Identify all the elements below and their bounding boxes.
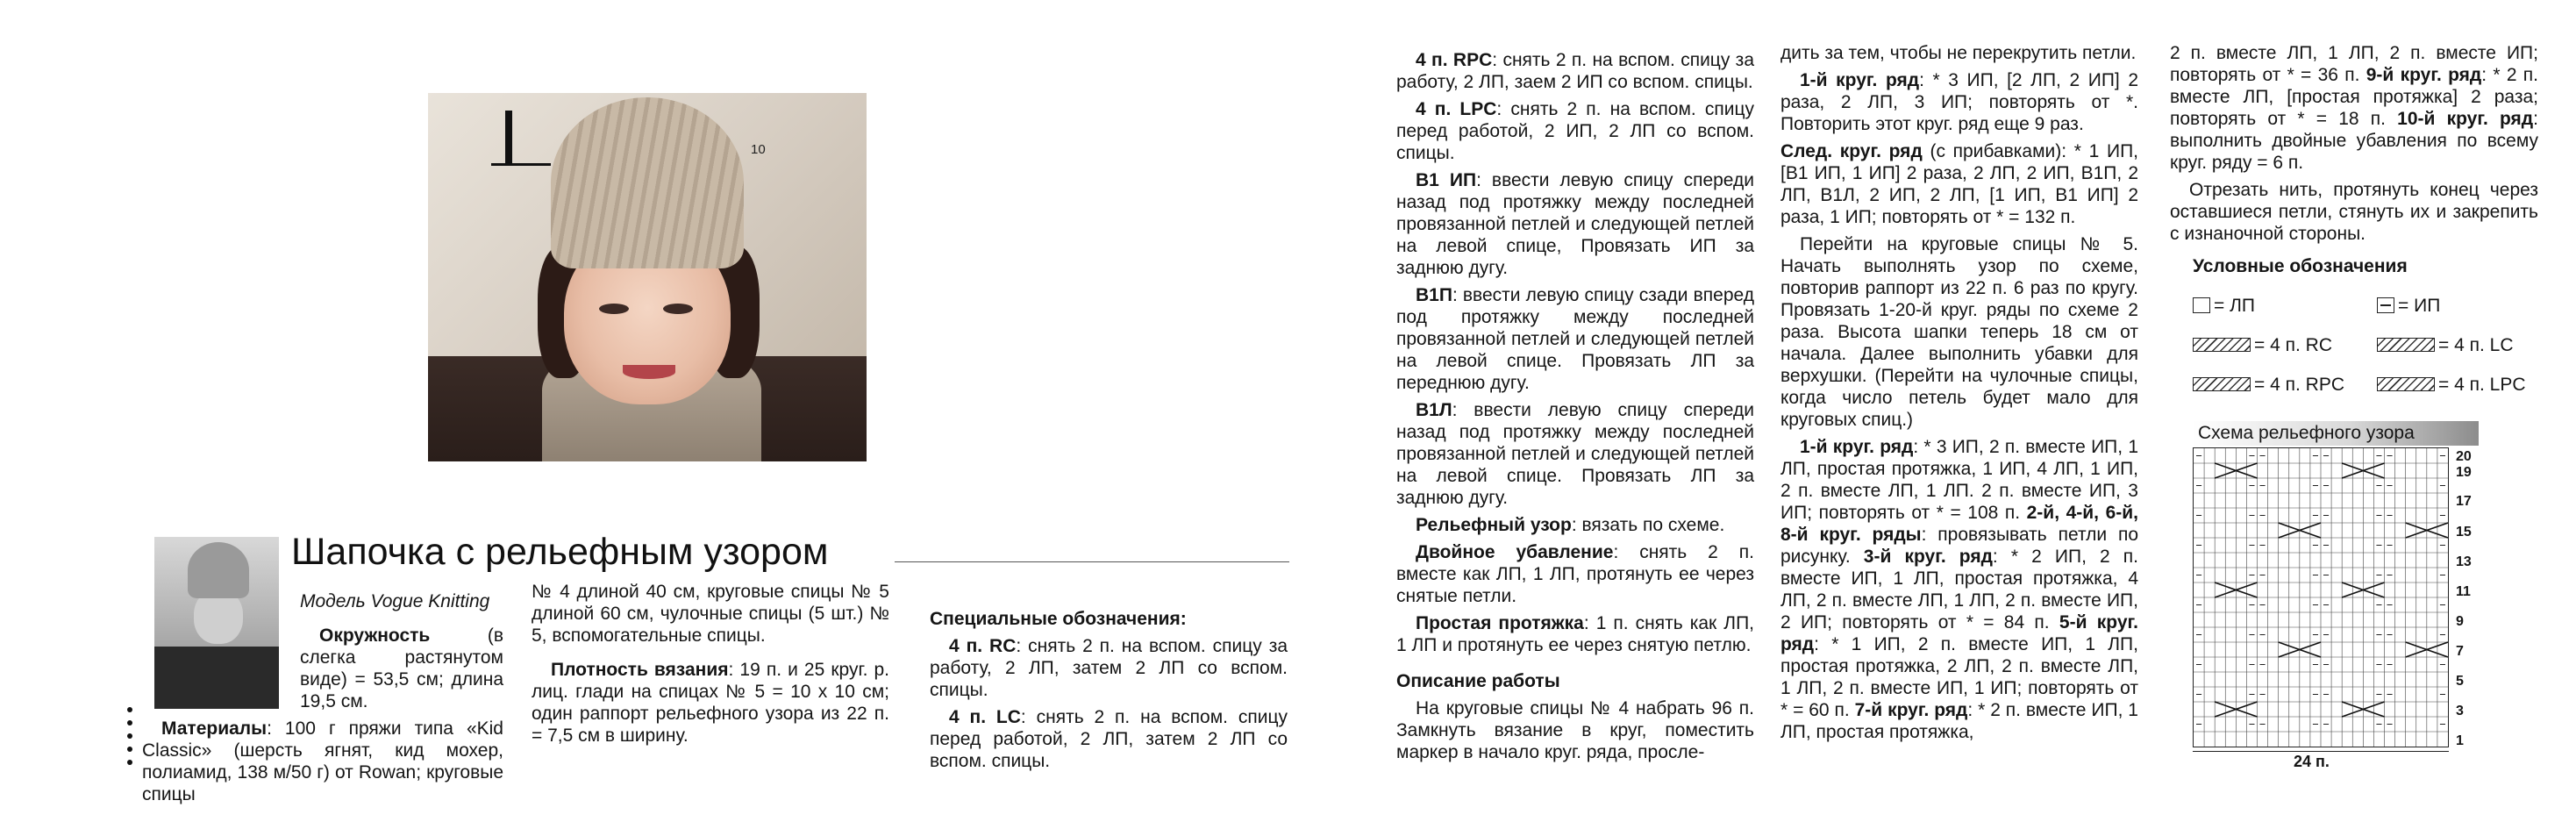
rc-paragraph: 4 п. RC: снять 2 п. на вспом. спицу за работу, 2 ЛП, затем 2 ЛП со вспом. спицы. [930,636,1288,700]
stitch-count-line [2193,751,2449,752]
stitch-chart [2193,447,2449,747]
finish-paragraph: Отрезать нить, протянуть конец через оставшиеся петли, стянуть их и закрепить с изнаночной стороны. [2170,180,2538,244]
section-marker [505,111,512,165]
chart-row-number: 3 [2456,704,2464,718]
round1-paragraph: 1-й круг. ряд: * 3 ИП, [2 ЛП, 2 ИП] 2 раза, 2 ЛП, 3 ИП; повторять от *. Повторить этот круг. ряд еще 9 раз. [1780,70,2138,134]
next-round-paragraph: След. круг. ряд (с прибавками): * 1 ИП, [В1 ИП, 1 ИП] 2 раза, 2 ЛП, 2 ИП, В1П, 2 ЛП, В1Л, 2 ИП, 2 ЛП, [1 ИП, В1 ИП] 2 раза, 1 ИП; повторять от * = 132 п. [1780,141,2138,227]
column-4 [1396,49,1754,768]
lpc-cable-icon [2377,377,2435,391]
page-title: Шапочка с рельефным узором [291,531,829,573]
chart-row-number: 20 [2456,449,2472,464]
relief-paragraph: Рельефный узор: вязать по схеме. [1416,515,1725,535]
margin-dots [127,707,132,773]
purl-symbol-icon [2377,297,2394,313]
size-paragraph: Окружность (в слегка растянутом виде) = 53,5 см; длина 19,5 см. [300,625,503,711]
materials-paragraph: Материалы: 100 г пряжи типа «Kid Classic» (шерсть ягнят, кид мохер, полиамид, 138 м/50 г) от Rowan; круговые спицы [142,718,503,804]
column-2 [532,581,889,752]
b1p-paragraph: В1П: ввести левую спицу сзади вперед под протяжку между последней провязанной петлей и следующей петлей на левой спице. Провязать ЛП за переднюю дугу. [1396,285,1754,393]
model-credit: Модель Vogue Knitting [300,591,490,611]
legend-heading: Условные обозначения [2193,256,2408,276]
hat-photo [428,93,867,461]
column-3 [930,608,1288,777]
b1ip-paragraph: В1 ИП: ввести левую спицу спереди назад под протяжку между последней провязанной петлей и следующей петлей на левой спице, Провязать ИП за заднюю дугу. [1396,170,1755,278]
legend-knit: = ЛП [2193,296,2255,317]
work-heading: Описание работы [1396,671,1560,691]
chart-title: Схема рельефного узора [2193,421,2479,446]
b1l-paragraph: В1Л: ввести левую спицу спереди назад под протяжку между последней провязанной петлей и следующей петлей на левой спице. Провязать ЛП за заднюю дугу. [1396,400,1754,508]
continue-paragraph: дить за тем, чтобы не перекрутить петли. [1780,43,2137,63]
photo-page-number: 10 [751,142,766,157]
work-paragraph: На круговые спицы № 4 набрать 96 п. Замкнуть вязание в круг, поместить маркер в начало круг. ряда, просле- [1396,698,1754,762]
chart-row-number: 11 [2456,584,2471,599]
title-rule [895,561,1289,562]
stitch-count: 24 п. [2294,753,2330,770]
chart-row-number: 15 [2456,525,2472,540]
lpc-paragraph: 4 п. LPC: снять 2 п. на вспом. спицу перед работой, 2 ИП, 2 ЛП со вспом. спицы. [1396,99,1754,163]
thumbnail-photo [154,537,279,709]
rpc-paragraph: 4 п. RPC: снять 2 п. на вспом. спицу за работу, 2 ЛП, заем 2 ИП со вспом. спицы. [1396,50,1754,92]
legend-lc: = 4 п. LC [2377,335,2514,356]
decrease-cont-paragraph: 2 п. вместе ЛП, 1 ЛП, 2 п. вместе ИП; повторять от * = 36 п. 9-й круг. ряд: * 2 п. вместе ЛП, [простая протяжка] 2 раза; повторять от * = 18 п. 10-й круг. ряд: выполнить двойные убавления по всему круг. ряду = 6 п. [2170,43,2538,173]
legend-rc: = 4 п. RC [2193,335,2332,356]
needles-paragraph: № 4 длиной 40 см, круговые спицы № 5 длиной 60 см, чулочные спицы (5 шт.) № 5, вспомогательные спицы. [532,582,889,646]
column-6 [2170,42,2538,250]
density-paragraph: Плотность вязания: 19 п. и 25 круг. р. лиц. глади на спицах № 5 = 10 x 10 см; один раппорт рельефного узора из 22 п. = 7,5 см в ширину. [532,660,890,746]
chart-row-number: 13 [2456,554,2472,569]
legend-lpc: = 4 п. LPC [2377,375,2526,396]
chart-row-number: 5 [2456,674,2464,689]
chart-row-number: 1 [2456,733,2464,748]
decrease-round1-paragraph: 1-й круг. ряд: * 3 ИП, 2 п. вместе ИП, 1 ЛП, простая протяжка, 1 ИП, 4 ЛП, 1 ИП, 2 п. вместе ЛП, 1 ЛП. 2 п. вместе ИП, 3 ИП; повторять от * = 108 п. 2-й, 4-й, 6-й, 8-й круг. ряды: провязывать петли по рисунку. 3-й круг. ряд: * 2 ИП, 2 п. вместе ИП, 1 ЛП, простая протяжка, 4 ЛП, 2 п. вместе ЛП, 1 ЛП, 2 п. вместе ИП, 2 ИП; повторять от * = 84 п. 5-й круг. ряд: * 1 ИП, 2 п. вместе ИП, 1 ЛП, простая протяжка, 2 ЛП, 2 п. вместе ЛП, 1 ЛП, 2 п. вместе ИП, 1 ИП; повторять от * = 60 п. 7-й круг. ряд: * 2 п. вместе ИП, 1 ЛП, простая протяжка, [1780,437,2139,742]
chart-row-number: 19 [2456,465,2472,480]
double-decrease-paragraph: Двойное убавление: снять 2 п. вместе как ЛП, 1 ЛП, протянуть ее через снятые петли. [1396,542,1754,606]
chart-row-number: 9 [2456,614,2464,629]
rc-cable-icon [2193,338,2251,352]
switch-needles-paragraph: Перейти на круговые спицы № 5. Начать выполнять узор по схеме, повторив раппорт из 22 п. 6 раз по кругу. Провязать 1-20-й круг. ряды по схеме 2 раза. Высота шапки теперь 18 см от начала. Далее выполнить убавки для верхушки. (Перейти на чулочные спицы, когда число петель будет мало для круговых спиц.) [1780,234,2138,430]
rpc-cable-icon [2193,377,2251,391]
column-1 [142,590,503,811]
chart-row-number: 17 [2456,494,2472,509]
lc-paragraph: 4 п. LC: снять 2 п. на вспом. спицу перед работой, 2 ЛП, затем 2 ЛП со вспом. спицы. [930,707,1288,771]
legend-purl: = ИП [2377,296,2440,317]
simple-pull-paragraph: Простая протяжка: 1 п. снять как ЛП, 1 ЛП и протянуть ее через снятую петлю. [1396,613,1754,655]
column-5 [1780,42,2138,748]
legend-rpc: = 4 п. RPC [2193,375,2344,396]
special-abbrev-heading: Специальные обозначения: [930,609,1187,629]
lc-cable-icon [2377,338,2435,352]
chart-row-number: 7 [2456,644,2464,659]
knit-symbol-icon [2193,297,2210,313]
